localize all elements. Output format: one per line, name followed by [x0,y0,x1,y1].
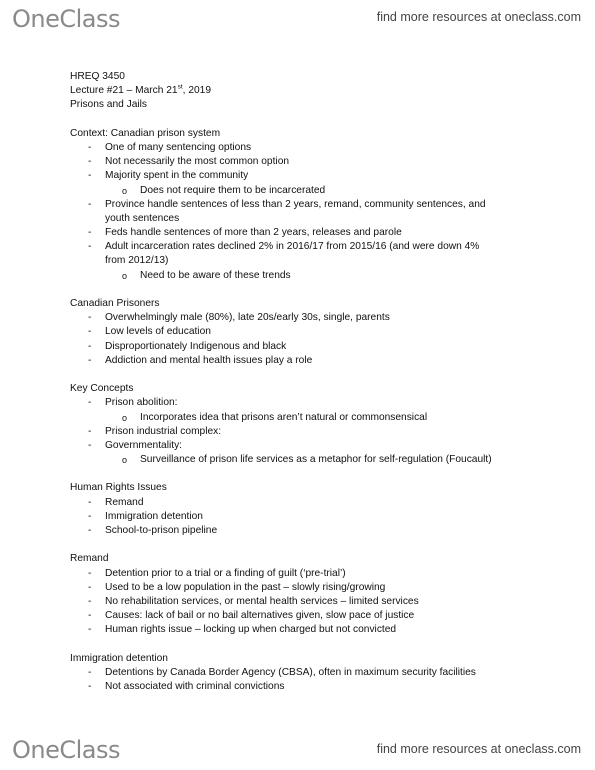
bullet: - Detentions by Canada Border Agency (CBSA), often in maximum security facilities [70,666,550,680]
bullet: - Addiction and mental health issues play a role [70,354,550,368]
bullet: - Governmentality: [70,439,550,453]
bullet-continuation: youth sentences [105,212,180,224]
sub-bullet: o Does not require them to be incarcerated [70,184,550,198]
oneclass-logo[interactable]: OneClass [12,5,121,33]
resources-link[interactable]: find more resources at oneclass.com [376,742,581,756]
section-heading: Immigration detention [70,652,168,664]
section-heading: Human Rights Issues [70,482,167,494]
bullet-continuation: from 2012/13) [105,255,169,267]
bullet: - Adult incarceration rates declined 2% in 2016/17 from 2015/16 (and were down 4% [70,240,550,254]
lecture-topic: Prisons and Jails [70,99,148,111]
bullet: - Detention prior to a trial or a finding of guilt (‘pre-trial’) [70,567,550,581]
oneclass-logo[interactable]: OneClass [12,736,121,764]
sub-bullet: o Surveillance of prison life services as a metaphor for self-regulation (Foucault) [70,453,550,467]
resources-link[interactable]: find more resources at oneclass.com [376,10,581,24]
section-heading: Remand [70,553,109,565]
bullet: - Disproportionately Indigenous and black [70,340,550,354]
bullet: - Prison abolition: [70,396,550,410]
bullet: - Remand [70,496,550,510]
section-heading: Canadian Prisoners [70,298,160,309]
section-heading: Key Concepts [70,383,134,395]
bullet: - Human rights issue – locking up when charged but not convicted [70,623,550,637]
bullet: - Not associated with criminal convictions [70,680,550,694]
page-header [0,0,595,34]
bullet: - Immigration detention [70,510,550,524]
bullet: - No rehabilitation services, or mental health services – limited services [70,595,550,609]
course-code: HREQ 3450 [70,71,125,82]
bullet: - Causes: lack of bail or no bail alternatives given, slow pace of justice [70,609,550,623]
bullet: - Low levels of education [70,325,550,339]
sub-bullet: o Need to be aware of these trends [70,269,550,283]
bullet: - Majority spent in the community [70,169,550,183]
bullet: - Feds handle sentences of more than 2 years, releases and parole [70,226,550,240]
lecture-date: Lecture #21 – March 21st, 2019 [70,83,211,97]
bullet: - Used to be a low population in the past – slowly rising/growing [70,581,550,595]
lecture-notes [70,70,550,694]
bullet: - Overwhelmingly male (80%), late 20s/early 30s, single, parents [70,311,550,325]
bullet: - One of many sentencing options [70,141,550,155]
bullet: - School-to-prison pipeline [70,524,550,538]
section-heading: Context: Canadian prison system [70,127,221,139]
bullet: - Prison industrial complex: [70,425,550,439]
bullet: - Province handle sentences of less than 2 years, remand, community sentences, and [70,198,550,212]
bullet: - Not necessarily the most common option [70,155,550,169]
sub-bullet: o Incorporates idea that prisons aren’t natural or commonsensical [70,411,550,425]
page-footer [0,736,595,770]
